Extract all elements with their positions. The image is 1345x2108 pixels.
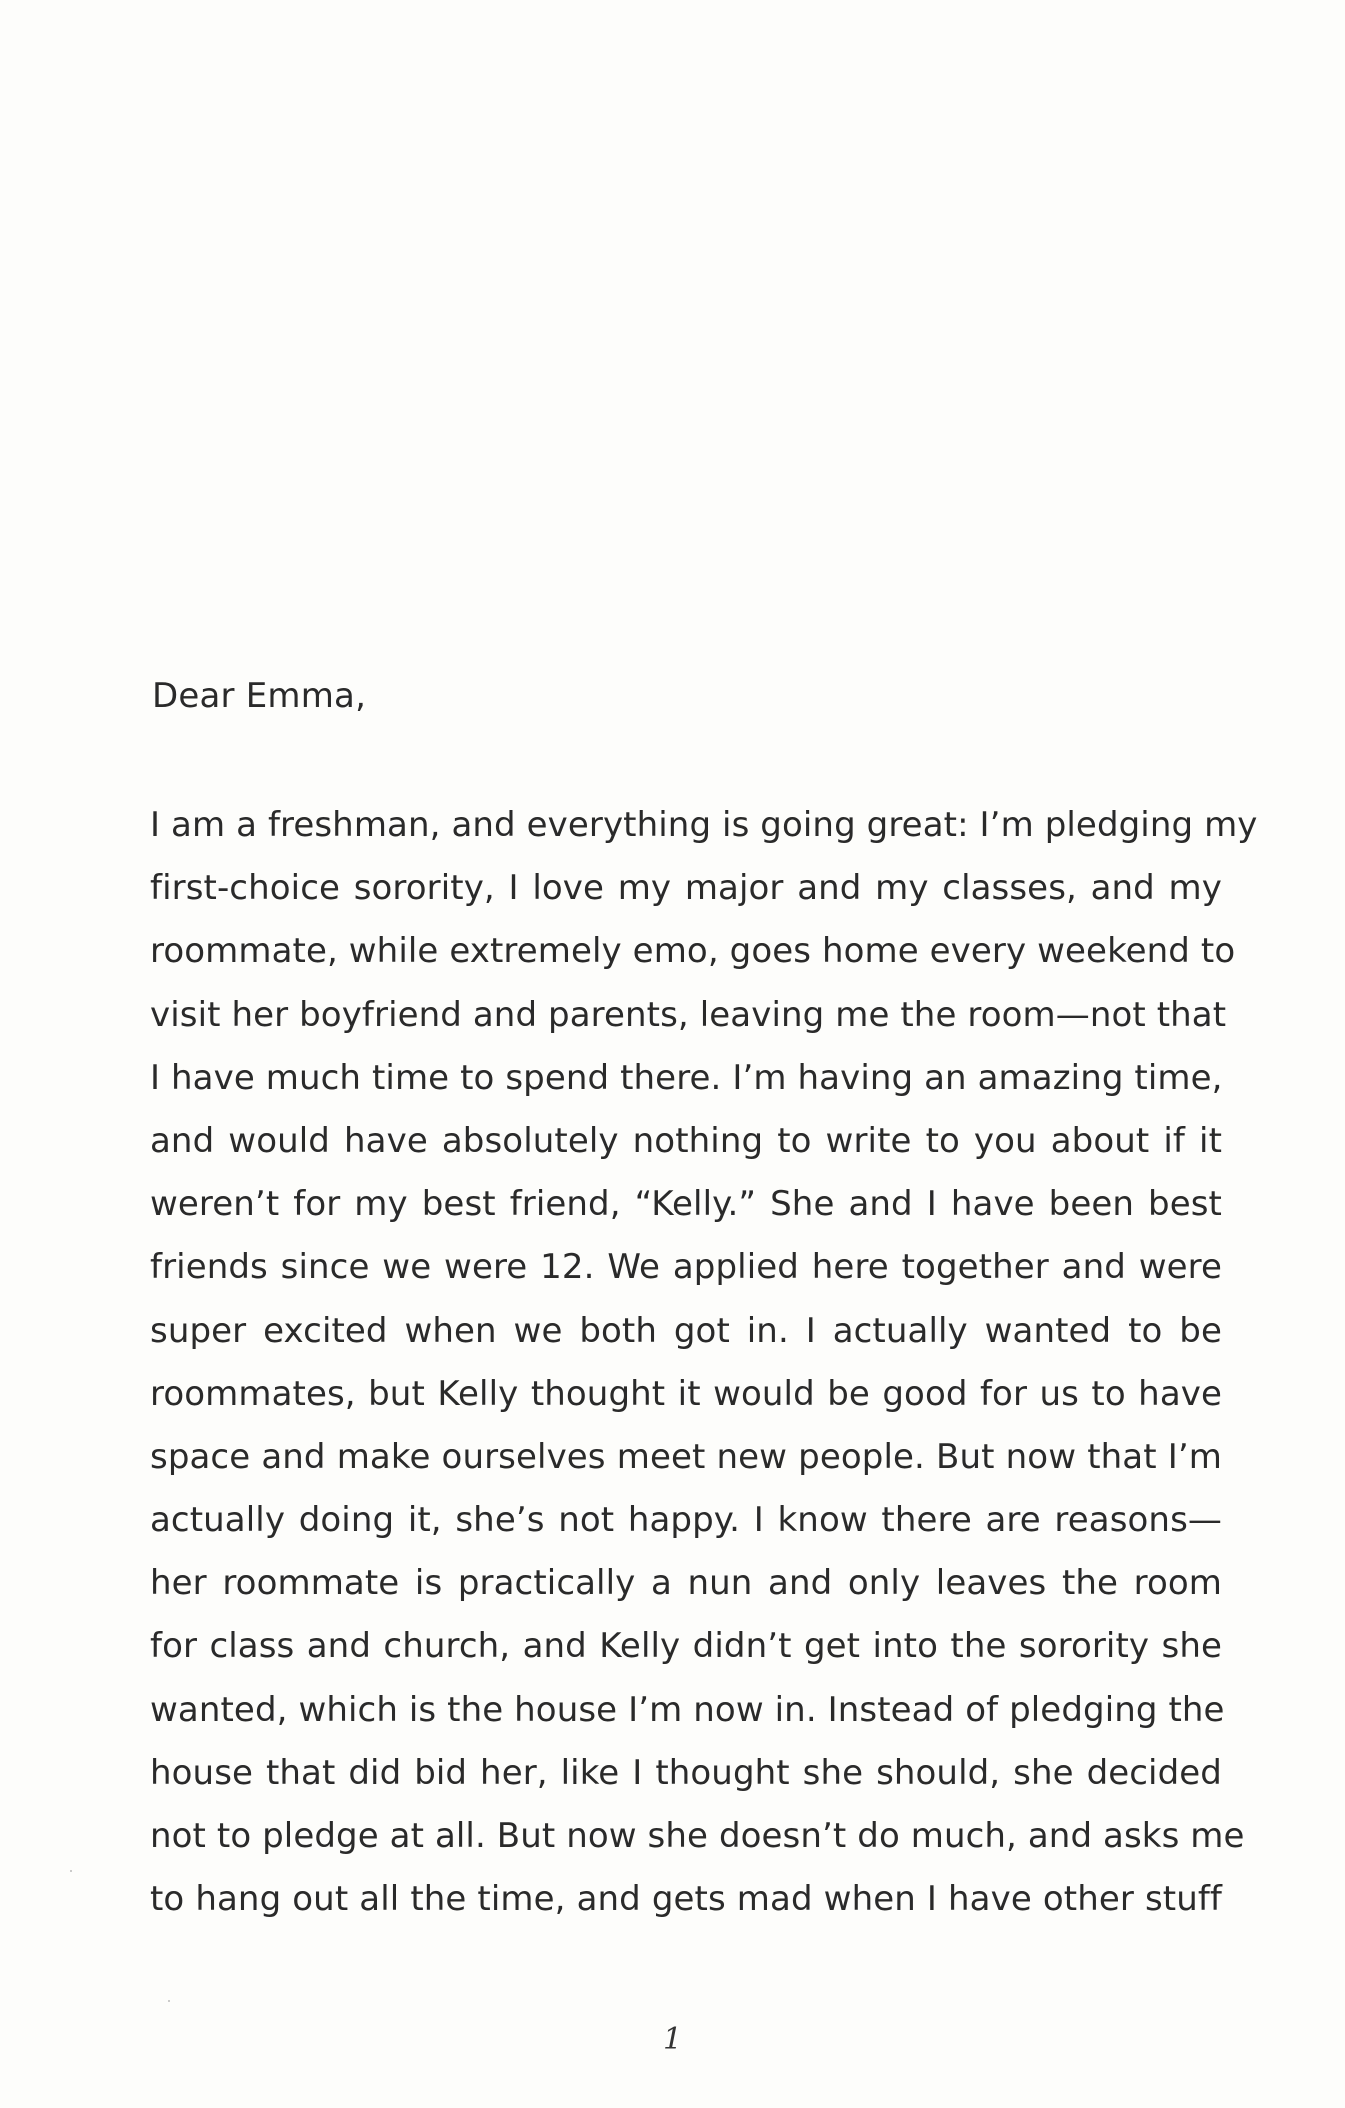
letter-line: first-choice sorority, I love my major and my classes, and my [150,868,1222,909]
letter-line: house that did bid her, like I thought she should, she decided [150,1752,1222,1793]
paper-speck [168,2000,170,2002]
letter-line: and would have absolutely nothing to write to you about if it [150,1120,1222,1161]
letter-line: weren’t for my best friend, “Kelly.” She and I have been best [150,1184,1222,1225]
letter-body [150,794,1258,1931]
letter-line: actually doing it, she’s not happy. I know there are reasons— [150,1500,1222,1541]
letter-line: friends since we were 12. We applied here together and were [150,1247,1222,1288]
letter-line: roommate, while extremely emo, goes home every weekend to [150,931,1236,972]
letter-line: not to pledge at all. But now she doesn’t do much, and asks me [150,1816,1245,1856]
letter-salutation: Dear Emma, [152,676,367,716]
letter-line: I am a freshman, and everything is going great: I’m pledging my [150,805,1258,845]
letter-line: visit her boyfriend and parents, leaving me the room—not that [150,994,1227,1035]
page-number: 1 [662,2022,683,2057]
letter-line: roommates, but Kelly thought it would be good for us to have [150,1373,1222,1414]
letter-line: her roommate is practically a nun and only leaves the room [150,1563,1222,1604]
letter-line: for class and church, and Kelly didn’t get into the sorority she [150,1626,1222,1667]
paper-speck [70,1870,72,1872]
letter-line: space and make ourselves meet new people. But now that I’m [150,1436,1222,1477]
letter-line: super excited when we both got in. I actually wanted to be [150,1310,1222,1351]
letter-line: I have much time to spend there. I’m having an amazing time, [150,1057,1223,1098]
letter-line: to hang out all the time, and gets mad when I have other stuff [150,1879,1222,1920]
letter-line: wanted, which is the house I’m now in. Instead of pledging the [150,1689,1225,1730]
